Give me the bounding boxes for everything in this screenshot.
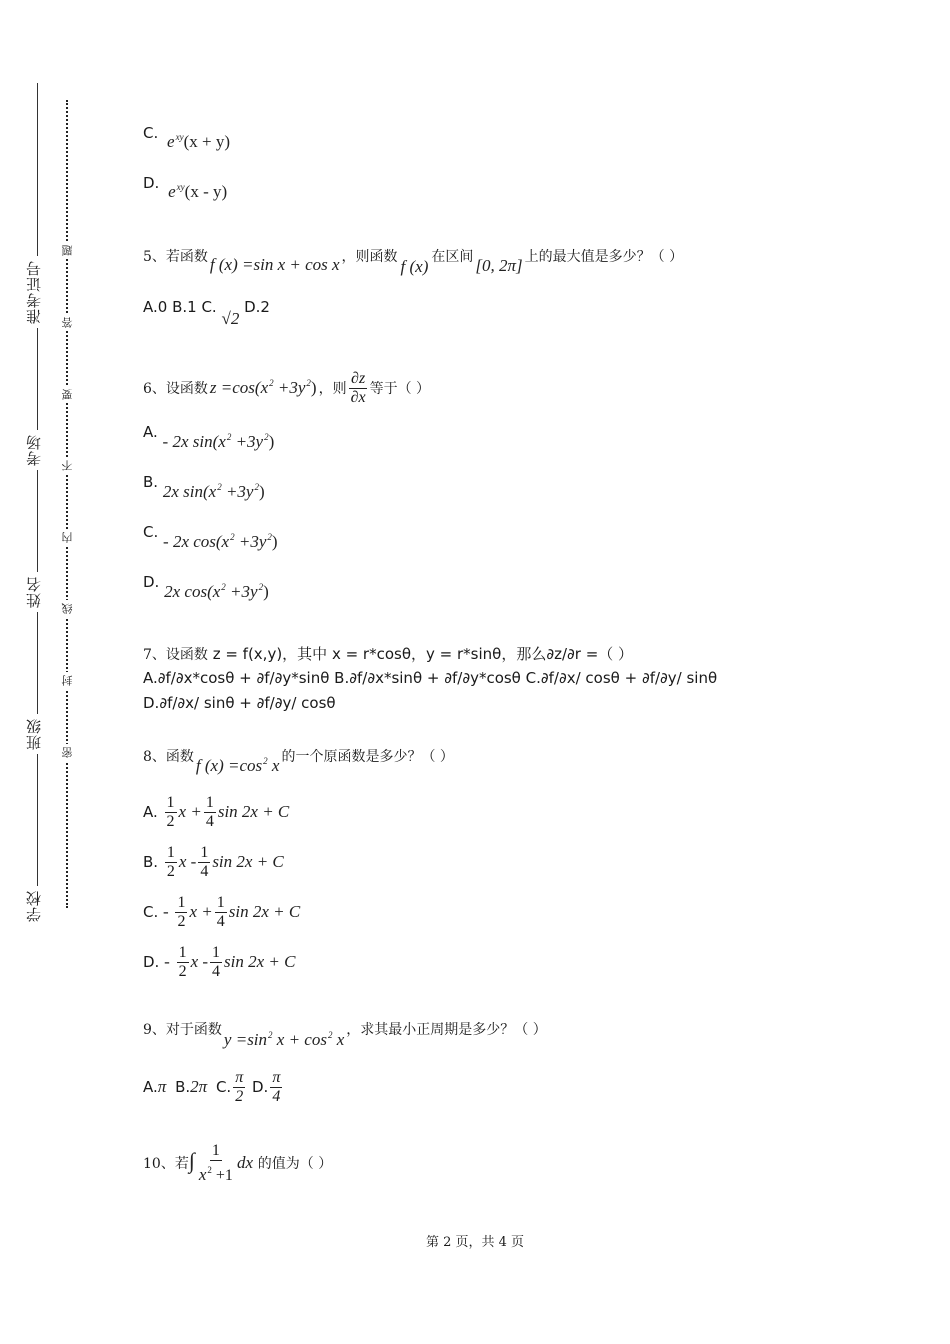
q6-partial-fraction: $\frac{\partial z}{\partial x}$ xyxy=(350,370,366,406)
seal-word: 题 xyxy=(60,242,76,259)
q6-option-a-expr: - 2x $\sin(x^2 +3y^2)$ xyxy=(162,432,275,451)
option-label: D. xyxy=(143,573,160,591)
label-name: 姓名 xyxy=(23,572,44,612)
question-6 xyxy=(143,370,430,407)
label-school: 学校 xyxy=(23,886,44,926)
q6-option-d-expr: 2x $\cos(x^2 +3y^2)$ xyxy=(164,582,269,601)
option-label: D. xyxy=(143,174,160,192)
question-9 xyxy=(143,1019,547,1049)
q5-sqrt2: √2 xyxy=(221,309,240,328)
fraction-half: $\frac{1}{2}$ xyxy=(166,844,175,880)
q9-option-d-frac: $\frac{\pi}{4}$ xyxy=(272,1069,281,1105)
q6-option-c-expr: - 2x $\cos(x^2 +3y^2)$ xyxy=(163,532,278,551)
q7-stem-rest: z = f(x,y)，其中 x = r*cosθ，y = r*sinθ，那么∂z/∂r =（ ） xyxy=(207,645,634,663)
q5-text: ，则函数 xyxy=(341,249,398,265)
option-label: C. xyxy=(143,903,159,921)
q10-dx: dx xyxy=(236,1153,253,1172)
q9-option-c-frac: $\frac{\pi}{2}$ xyxy=(235,1069,244,1105)
q7-stem: 7、设函数 xyxy=(143,647,208,663)
q5-options xyxy=(143,297,270,328)
fraction-half: $\frac{1}{2}$ xyxy=(166,794,175,830)
q6-option-a xyxy=(143,422,275,451)
q5-function: f (x) =sin x + cos x xyxy=(209,255,340,274)
page-footer: 第 2 页，共 4 页 xyxy=(425,1235,525,1250)
option-tail: sin 2x + C xyxy=(228,902,301,921)
q6-text: ，则 xyxy=(318,381,347,397)
seal-word: 不 xyxy=(60,457,76,474)
q4-option-c xyxy=(143,123,230,151)
option-tail: sin 2x + C xyxy=(224,952,296,971)
option-label: A. xyxy=(143,803,158,821)
q6-function: $z =\cos(x^2 +3y^2)$ xyxy=(209,378,317,397)
fraction-half: $\frac{1}{2}$ xyxy=(177,894,186,930)
q6-stem: 6、设函数 xyxy=(143,381,208,397)
q8-stem: 8、函数 xyxy=(143,749,194,765)
question-7 xyxy=(143,643,633,664)
option-label: D. xyxy=(143,953,160,971)
seal-word: 内 xyxy=(60,529,76,546)
fraction-half: $\frac{1}{2}$ xyxy=(178,944,187,980)
seal-word: 封 xyxy=(60,672,76,689)
fraction-quarter: $\frac{1}{4}$ xyxy=(205,794,214,830)
option-label: A. xyxy=(143,423,158,441)
seal-word: 答 xyxy=(60,314,76,331)
option-label: B. xyxy=(143,473,159,491)
q9-text: ，求其最小正周期是多少？（ ） xyxy=(346,1022,547,1038)
q8-function: f $(x) =\cos^2$ x xyxy=(195,756,280,775)
label-exam-id: 准考证号 xyxy=(23,256,44,328)
question-5 xyxy=(143,246,684,276)
q9-option-a-val: π xyxy=(157,1077,167,1096)
q8-option-c xyxy=(143,894,300,931)
label-exam-room: 考场 xyxy=(23,430,44,470)
q6-text: 等于（ ） xyxy=(369,381,431,397)
q9-stem: 9、对于函数 xyxy=(143,1022,222,1038)
option-tail: sin 2x + C xyxy=(217,802,290,821)
question-8 xyxy=(143,746,454,775)
option-label: B. xyxy=(143,853,159,871)
q10-stem: 10、若 xyxy=(143,1156,189,1172)
q9-options xyxy=(143,1069,284,1106)
q5-text: 上的最大值是多少？（ ） xyxy=(524,249,684,265)
option-label: C. xyxy=(143,523,159,541)
option-label: B. xyxy=(175,1078,191,1096)
q5-options-text: A.0 B.1 C. xyxy=(143,298,217,316)
q6-option-c xyxy=(143,522,278,551)
option-op: x + xyxy=(189,902,213,921)
option-label: D. xyxy=(252,1078,269,1096)
fraction-quarter: $\frac{1}{4}$ xyxy=(212,944,221,980)
q5-option-d: D.2 xyxy=(244,298,270,316)
q5-stem: 5、若函数 xyxy=(143,249,208,265)
binding-margin xyxy=(0,0,90,1344)
option-label: A. xyxy=(143,1078,158,1096)
option-op: x - xyxy=(178,852,197,871)
option-label: C. xyxy=(215,1078,232,1096)
option-sign: - xyxy=(163,902,169,921)
q4-option-c-expr: $e^{xy}(x + y)$ xyxy=(167,132,230,151)
q6-option-b xyxy=(143,472,265,501)
q8-option-d xyxy=(143,944,295,981)
q6-option-d xyxy=(143,572,269,601)
seal-word: 要 xyxy=(60,386,76,403)
option-op: x + xyxy=(178,802,202,821)
q8-option-a xyxy=(143,794,289,831)
q4-option-d-expr: $e^{xy}(x - y)$ xyxy=(168,182,228,201)
option-op: x - xyxy=(190,952,209,971)
q4-option-d xyxy=(143,173,228,201)
seal-word: 密 xyxy=(60,744,76,761)
integral-sign: ∫ xyxy=(188,1148,195,1173)
fraction-quarter: $\frac{1}{4}$ xyxy=(200,844,209,880)
option-tail: sin 2x + C xyxy=(212,852,284,871)
option-label: C. xyxy=(143,124,159,142)
q5-text: 在区间 xyxy=(431,249,474,265)
q8-text: 的一个原函数是多少？（ ） xyxy=(281,749,454,765)
q10-text: 的值为（ ） xyxy=(257,1156,333,1172)
q9-option-b-val: 2π xyxy=(190,1077,208,1096)
label-class: 班级 xyxy=(23,714,44,754)
q5-interval: [0, 2π] xyxy=(475,256,523,275)
fraction-quarter: $\frac{1}{4}$ xyxy=(216,894,225,930)
q7-options-line-2: D.∂f/∂x/ sinθ + ∂f/∂y/ cosθ xyxy=(143,694,336,712)
q8-option-b xyxy=(143,844,284,881)
q5-function-2: f (x) xyxy=(400,257,429,276)
question-10 xyxy=(143,1142,332,1185)
option-sign: - xyxy=(164,952,170,971)
binding-solid-line xyxy=(37,83,38,923)
q7-options-line-1: A.∂f/∂x*cosθ + ∂f/∂y*sinθ B.∂f/∂x*sinθ + ∂f/∂y*cosθ C.∂f/∂x/ cosθ + ∂f/∂y/ sinθ xyxy=(143,669,718,687)
seal-word: 线 xyxy=(60,600,76,617)
q9-function: $y =\sin^2$ $x + \cos^2 x$ xyxy=(223,1030,345,1049)
q6-option-b-expr: 2x $\sin(x^2 +3y^2)$ xyxy=(162,482,265,501)
seal-dotted-line xyxy=(66,100,68,908)
q10-integrand: $\frac{1}{x^2 +1}$ xyxy=(198,1142,233,1184)
